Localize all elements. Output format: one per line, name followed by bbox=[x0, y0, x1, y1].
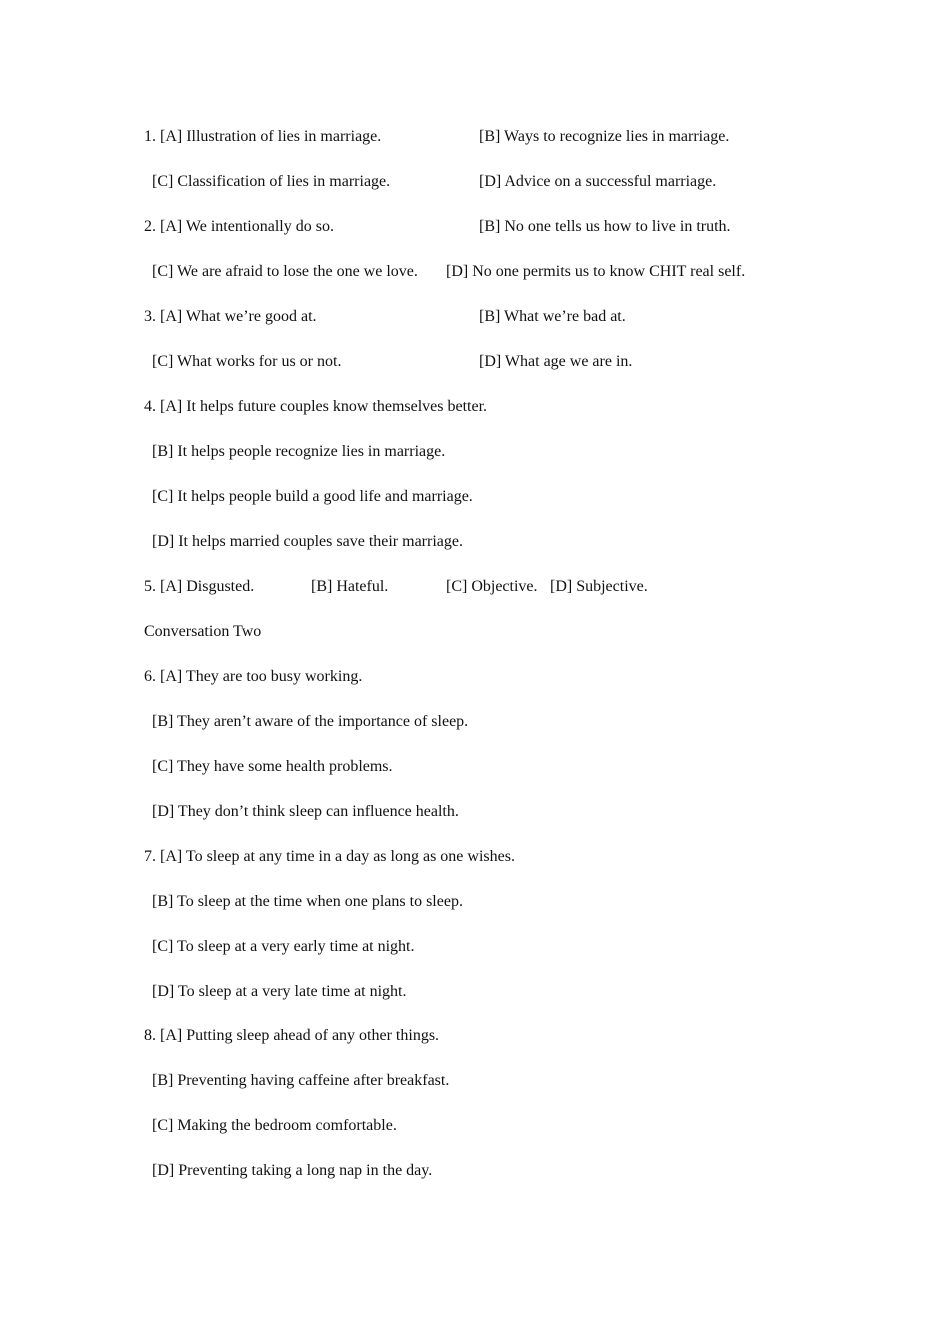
q5-option-c: [C] Objective. bbox=[446, 578, 538, 595]
q5-option-b: [B] Hateful. bbox=[311, 578, 389, 595]
q5-option-a: 5. [A] Disgusted. bbox=[144, 578, 255, 595]
q7-option-a: 7. [A] To sleep at any time in a day as long as one wishes. bbox=[144, 848, 515, 865]
q3-option-d: [D] What age we are in. bbox=[479, 353, 633, 370]
q8-option-a: 8. [A] Putting sleep ahead of any other things. bbox=[144, 1027, 440, 1044]
q1-option-c: [C] Classification of lies in marriage. bbox=[152, 173, 391, 190]
q6-option-b: [B] They aren’t aware of the importance of sleep. bbox=[152, 713, 469, 730]
q3-option-c: [C] What works for us or not. bbox=[152, 353, 342, 370]
q4-option-c: [C] It helps people build a good life and marriage. bbox=[152, 488, 473, 505]
q8-option-d: [D] Preventing taking a long nap in the day. bbox=[152, 1162, 433, 1179]
q2-option-b: [B] No one tells us how to live in truth. bbox=[479, 218, 731, 235]
q1-option-d: [D] Advice on a successful marriage. bbox=[479, 173, 717, 190]
section-heading: Conversation Two bbox=[144, 623, 262, 640]
q5-option-d: [D] Subjective. bbox=[550, 578, 648, 595]
q7-option-d: [D] To sleep at a very late time at night. bbox=[152, 983, 407, 1000]
q2-option-d: [D] No one permits us to know CHIT real self. bbox=[446, 263, 746, 280]
q6-option-c: [C] They have some health problems. bbox=[152, 758, 393, 775]
q6-option-a: 6. [A] They are too busy working. bbox=[144, 668, 363, 685]
q1-option-b: [B] Ways to recognize lies in marriage. bbox=[479, 128, 730, 145]
q2-option-a: 2. [A] We intentionally do so. bbox=[144, 218, 334, 235]
q1-option-a: 1. [A] Illustration of lies in marriage. bbox=[144, 128, 382, 145]
q3-option-a: 3. [A] What we’re good at. bbox=[144, 308, 317, 325]
q4-option-a: 4. [A] It helps future couples know themselves better. bbox=[144, 398, 488, 415]
q6-option-d: [D] They don’t think sleep can influence health. bbox=[152, 803, 459, 820]
q7-option-b: [B] To sleep at the time when one plans to sleep. bbox=[152, 893, 463, 910]
q2-option-c: [C] We are afraid to lose the one we love. bbox=[152, 263, 418, 280]
q7-option-c: [C] To sleep at a very early time at night. bbox=[152, 938, 415, 955]
q3-option-b: [B] What we’re bad at. bbox=[479, 308, 626, 325]
q8-option-c: [C] Making the bedroom comfortable. bbox=[152, 1117, 397, 1134]
q8-option-b: [B] Preventing having caffeine after breakfast. bbox=[152, 1072, 450, 1089]
q4-option-b: [B] It helps people recognize lies in marriage. bbox=[152, 443, 446, 460]
q4-option-d: [D] It helps married couples save their marriage. bbox=[152, 533, 463, 550]
